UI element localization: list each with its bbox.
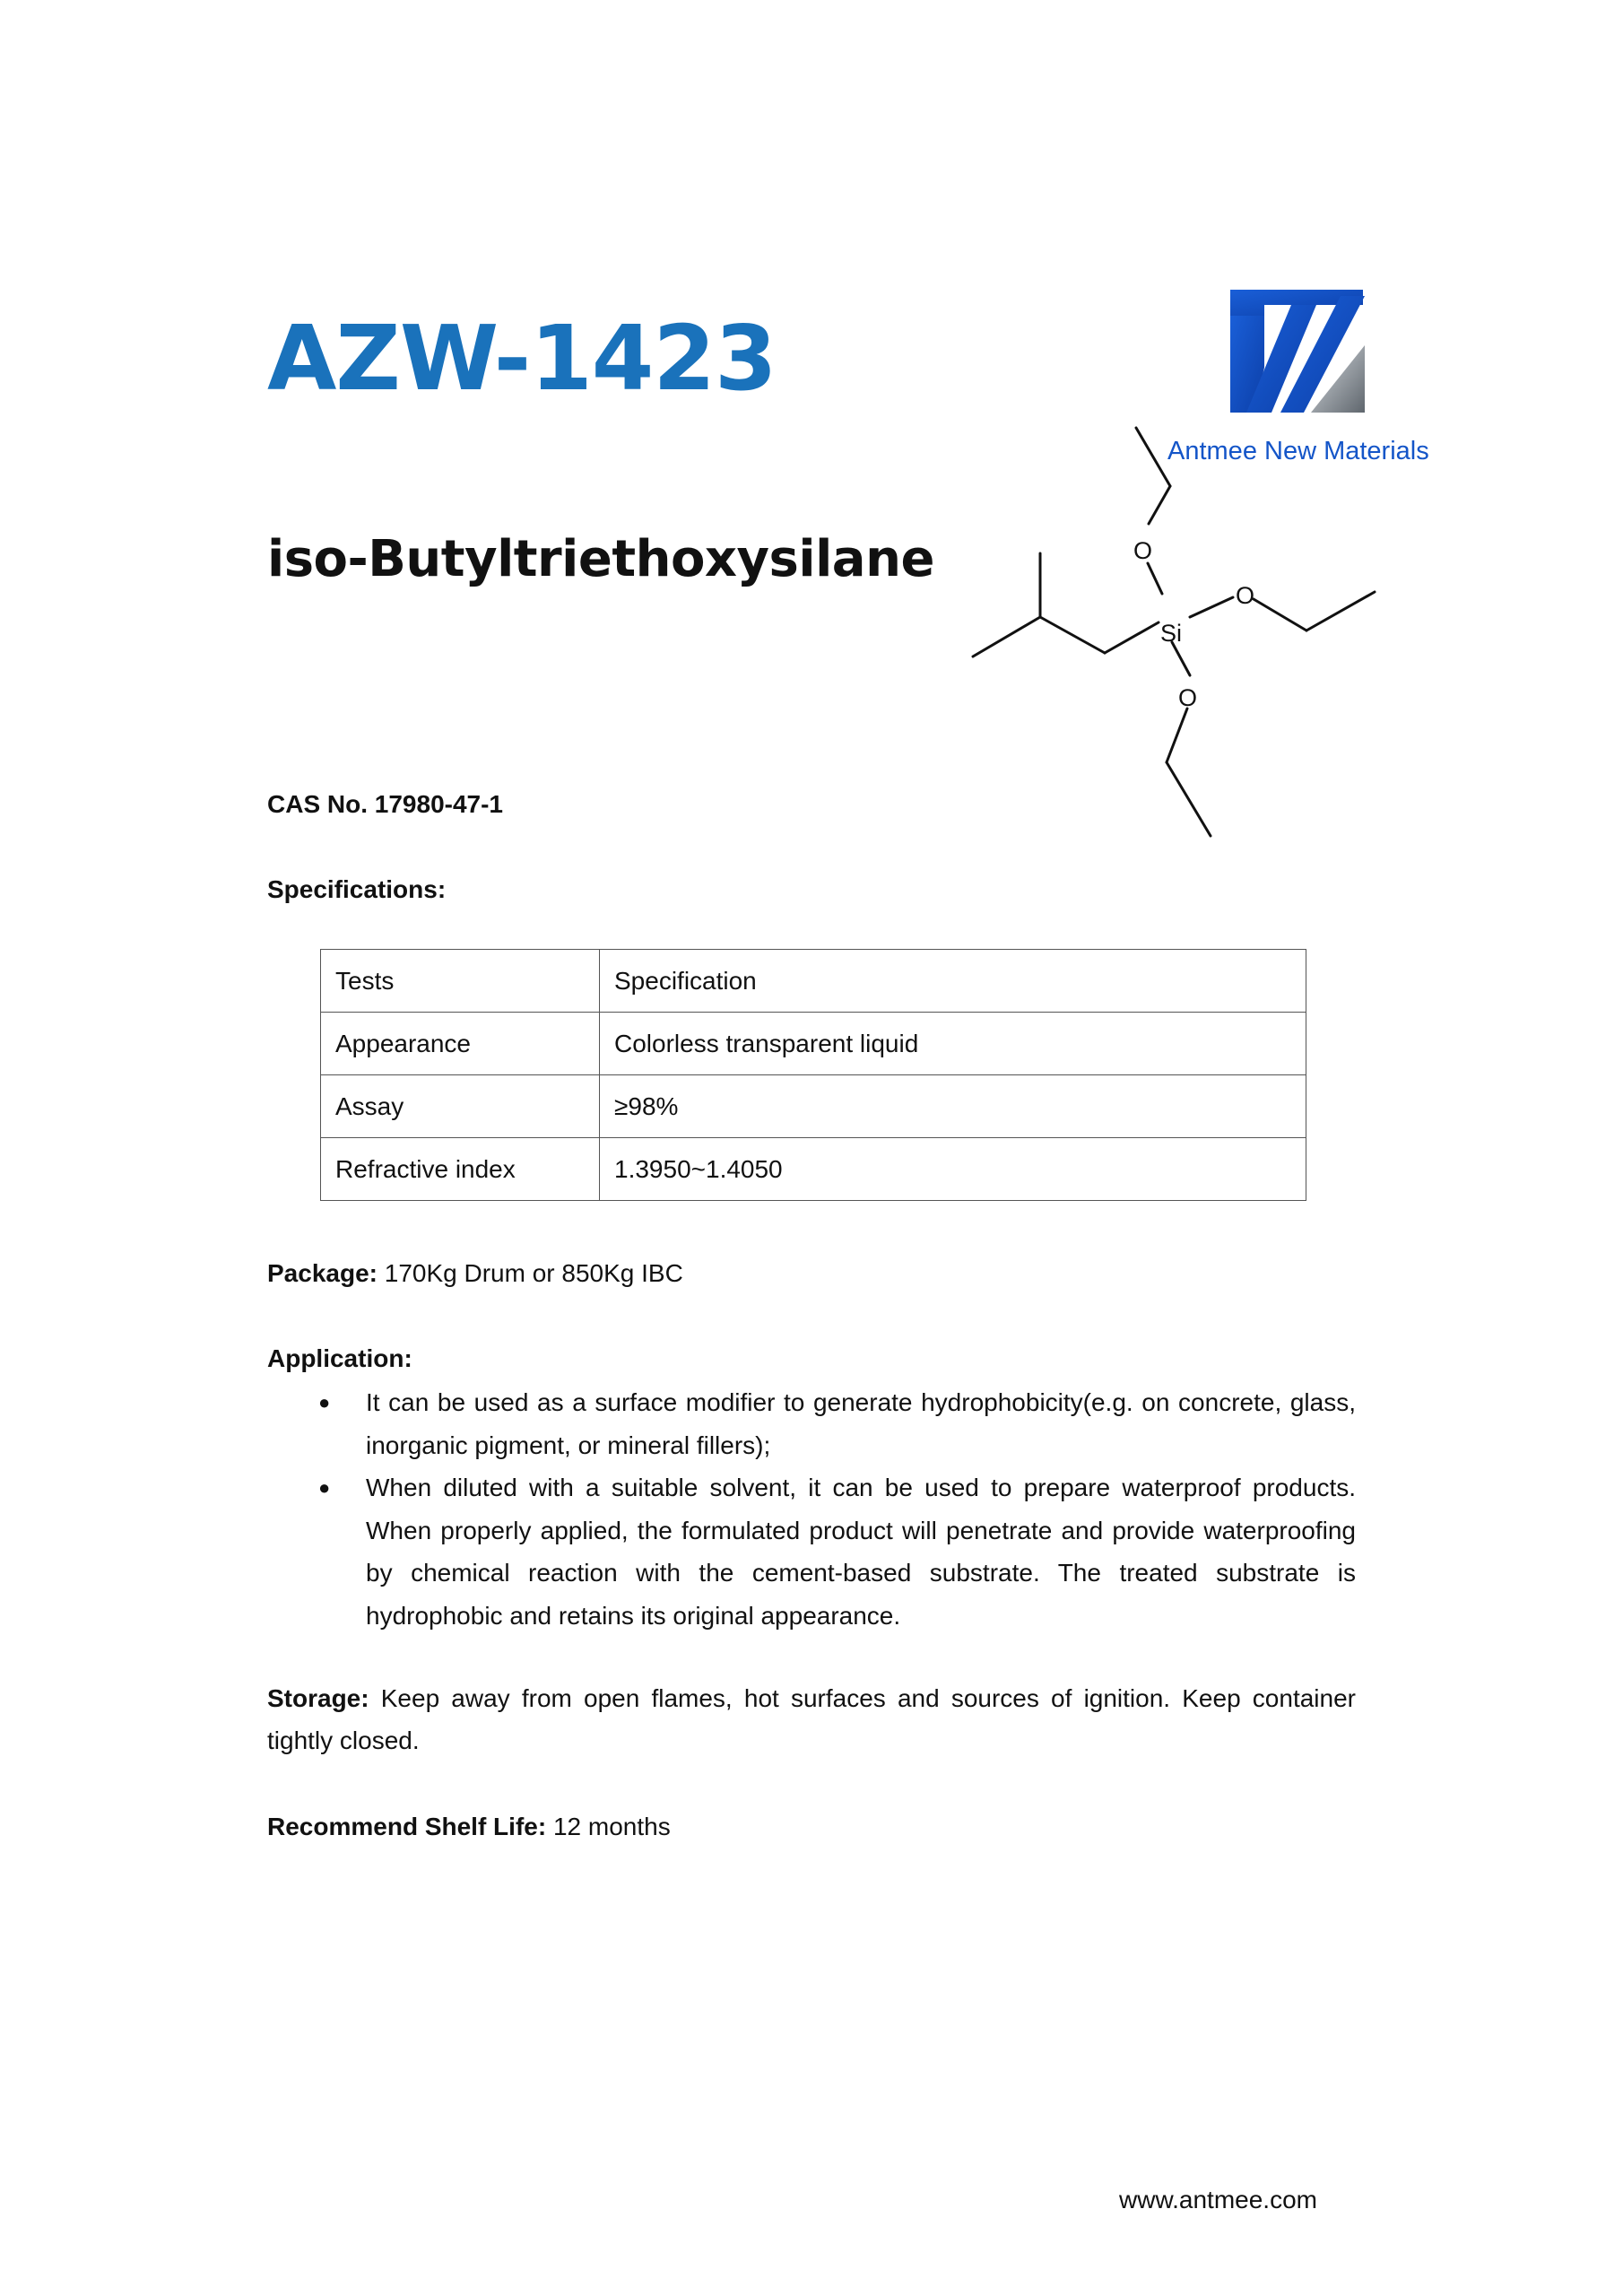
- table-cell-test: Refractive index: [321, 1138, 600, 1201]
- table-cell-spec: 1.3950~1.4050: [600, 1138, 1306, 1201]
- package-line: [267, 1252, 683, 1294]
- storage-label: Storage:: [267, 1684, 369, 1712]
- bullet-icon: ●: [318, 1391, 331, 1413]
- column-header-tests: Tests: [321, 950, 600, 1013]
- specifications-table: [320, 949, 1306, 1201]
- shelf-life-value: 12 months: [546, 1813, 671, 1840]
- product-name-heading: iso-Butyltriethoxysilane: [267, 530, 934, 588]
- table-row: [321, 1138, 1306, 1201]
- shelf-life-line: [267, 1805, 671, 1848]
- application-item-text: It can be used as a surface modifier to generate hydrophobicity(e.g. on concrete, glass, inorganic pigment, or mineral fillers);: [366, 1388, 1356, 1459]
- storage-paragraph: [267, 1677, 1363, 1761]
- application-list: [267, 1381, 1356, 1637]
- atom-oxygen-top: O: [1133, 537, 1153, 564]
- application-item-text: When diluted with a suitable solvent, it can be used to prepare waterproof products. When properly applied, the formulated product will penetrate and provide waterproofing by chemical reaction with the cement-based substrate. The treated substrate is hydrophobic and retains its original appearance.: [366, 1474, 1356, 1630]
- table-row: [321, 1075, 1306, 1138]
- table-row: [321, 1013, 1306, 1075]
- atom-silicon: Si: [1160, 620, 1183, 647]
- storage-value: Keep away from open flames, hot surfaces and sources of ignition. Keep container tightly closed.: [267, 1684, 1363, 1754]
- table-header-row: [321, 950, 1306, 1013]
- specifications-heading: Specifications:: [267, 875, 447, 903]
- molecule-structure-icon: [959, 422, 1408, 843]
- cas-number: CAS No. 17980-47-1: [267, 790, 504, 818]
- molecule-structure: [959, 422, 1408, 843]
- column-header-specification: Specification: [600, 950, 1306, 1013]
- package-value: 170Kg Drum or 850Kg IBC: [377, 1259, 683, 1287]
- table-cell-test: Assay: [321, 1075, 600, 1138]
- table-cell-spec: ≥98%: [600, 1075, 1306, 1138]
- application-heading: Application:: [267, 1344, 412, 1372]
- list-item: [267, 1381, 1356, 1466]
- atom-oxygen-right: O: [1236, 582, 1255, 609]
- table-cell-spec: Colorless transparent liquid: [600, 1013, 1306, 1075]
- bullet-icon: ●: [318, 1476, 331, 1499]
- company-name: Antmee New Materials: [1167, 437, 1429, 465]
- product-code-title: AZW-1423: [267, 306, 777, 411]
- package-label: Package:: [267, 1259, 378, 1287]
- shelf-life-label: Recommend Shelf Life:: [267, 1813, 547, 1840]
- table-cell-test: Appearance: [321, 1013, 600, 1075]
- website-link[interactable]: www.antmee.com: [1119, 2186, 1317, 2213]
- list-item: [267, 1466, 1356, 1637]
- atom-oxygen-bottom: O: [1178, 684, 1198, 711]
